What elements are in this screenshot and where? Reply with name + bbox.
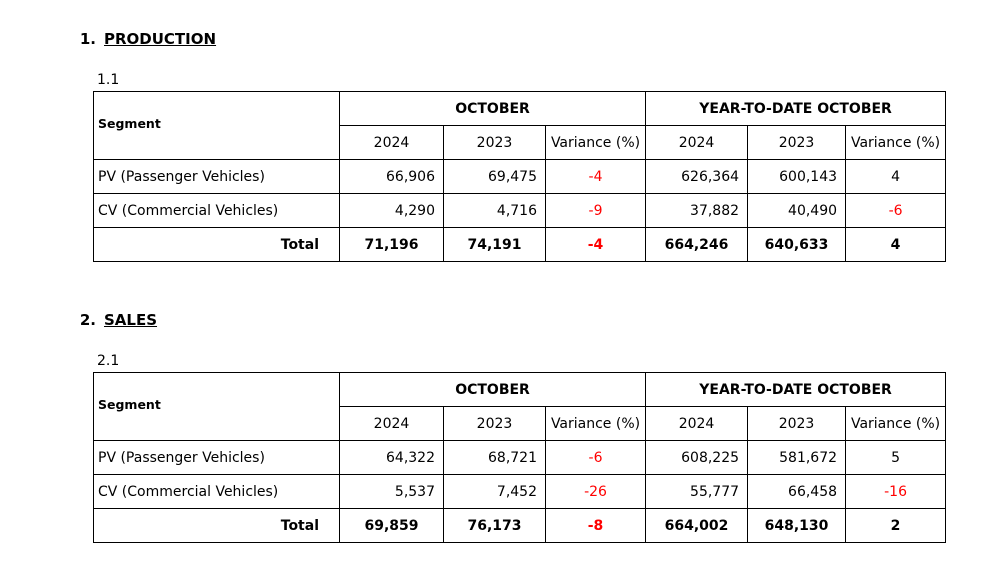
cell-oct-2024: 64,322 bbox=[340, 441, 444, 475]
total-oct-2023: 76,173 bbox=[444, 509, 546, 543]
section-title: SALES bbox=[104, 311, 158, 329]
cell-oct-2024: 5,537 bbox=[340, 475, 444, 509]
section-number: 2. bbox=[79, 311, 96, 329]
section-number: 1. bbox=[79, 30, 96, 48]
total-label: Total bbox=[94, 509, 340, 543]
cell-ytd-2023: 581,672 bbox=[748, 441, 846, 475]
cell-ytd-variance: -6 bbox=[846, 194, 946, 228]
total-row bbox=[94, 509, 946, 543]
col-header-2024: 2024 bbox=[340, 126, 444, 160]
total-oct-2024: 71,196 bbox=[340, 228, 444, 262]
total-oct-variance: -4 bbox=[546, 228, 646, 262]
cell-ytd-2024: 608,225 bbox=[646, 441, 748, 475]
total-ytd-2024: 664,246 bbox=[646, 228, 748, 262]
cell-oct-variance: -26 bbox=[546, 475, 646, 509]
group-header-ytd: YEAR-TO-DATE OCTOBER bbox=[646, 373, 946, 407]
col-header-2023: 2023 bbox=[444, 407, 546, 441]
cell-oct-2024: 4,290 bbox=[340, 194, 444, 228]
table-row bbox=[94, 441, 946, 475]
section-heading-sales bbox=[64, 311, 157, 329]
total-ytd-2024: 664,002 bbox=[646, 509, 748, 543]
col-header-ytd-2024: 2024 bbox=[646, 407, 748, 441]
col-header-variance: Variance (%) bbox=[546, 407, 646, 441]
cell-ytd-variance: 5 bbox=[846, 441, 946, 475]
total-ytd-variance: 2 bbox=[846, 509, 946, 543]
cell-oct-variance: -4 bbox=[546, 160, 646, 194]
col-header-ytd-variance: Variance (%) bbox=[846, 407, 946, 441]
group-header-october: OCTOBER bbox=[340, 92, 646, 126]
table-row bbox=[94, 194, 946, 228]
cell-oct-2024: 66,906 bbox=[340, 160, 444, 194]
cell-ytd-2024: 55,777 bbox=[646, 475, 748, 509]
col-header-variance: Variance (%) bbox=[546, 126, 646, 160]
cell-oct-2023: 68,721 bbox=[444, 441, 546, 475]
total-ytd-variance: 4 bbox=[846, 228, 946, 262]
col-header-ytd-2023: 2023 bbox=[748, 407, 846, 441]
segment-header: Segment bbox=[94, 373, 340, 441]
subsection-label: 1.1 bbox=[97, 72, 120, 88]
cell-ytd-2023: 40,490 bbox=[748, 194, 846, 228]
cell-oct-variance: -9 bbox=[546, 194, 646, 228]
segment-header: Segment bbox=[94, 92, 340, 160]
row-label: CV (Commercial Vehicles) bbox=[94, 475, 340, 509]
cell-ytd-variance: -16 bbox=[846, 475, 946, 509]
production-table bbox=[93, 91, 946, 262]
cell-ytd-2024: 626,364 bbox=[646, 160, 748, 194]
group-header-october: OCTOBER bbox=[340, 373, 646, 407]
total-ytd-2023: 640,633 bbox=[748, 228, 846, 262]
cell-oct-variance: -6 bbox=[546, 441, 646, 475]
row-label: PV (Passenger Vehicles) bbox=[94, 441, 340, 475]
cell-oct-2023: 7,452 bbox=[444, 475, 546, 509]
total-label: Total bbox=[94, 228, 340, 262]
cell-ytd-2023: 600,143 bbox=[748, 160, 846, 194]
table-row bbox=[94, 160, 946, 194]
col-header-ytd-2023: 2023 bbox=[748, 126, 846, 160]
cell-ytd-2024: 37,882 bbox=[646, 194, 748, 228]
table-row bbox=[94, 475, 946, 509]
col-header-ytd-2024: 2024 bbox=[646, 126, 748, 160]
col-header-2023: 2023 bbox=[444, 126, 546, 160]
row-label: PV (Passenger Vehicles) bbox=[94, 160, 340, 194]
col-header-ytd-variance: Variance (%) bbox=[846, 126, 946, 160]
total-ytd-2023: 648,130 bbox=[748, 509, 846, 543]
total-oct-variance: -8 bbox=[546, 509, 646, 543]
cell-oct-2023: 69,475 bbox=[444, 160, 546, 194]
section-heading-production bbox=[64, 30, 216, 48]
section-title: PRODUCTION bbox=[104, 30, 217, 48]
total-oct-2023: 74,191 bbox=[444, 228, 546, 262]
cell-ytd-variance: 4 bbox=[846, 160, 946, 194]
cell-ytd-2023: 66,458 bbox=[748, 475, 846, 509]
subsection-label: 2.1 bbox=[97, 353, 120, 369]
total-row bbox=[94, 228, 946, 262]
sales-table bbox=[93, 372, 946, 543]
group-header-ytd: YEAR-TO-DATE OCTOBER bbox=[646, 92, 946, 126]
cell-oct-2023: 4,716 bbox=[444, 194, 546, 228]
col-header-2024: 2024 bbox=[340, 407, 444, 441]
total-oct-2024: 69,859 bbox=[340, 509, 444, 543]
row-label: CV (Commercial Vehicles) bbox=[94, 194, 340, 228]
